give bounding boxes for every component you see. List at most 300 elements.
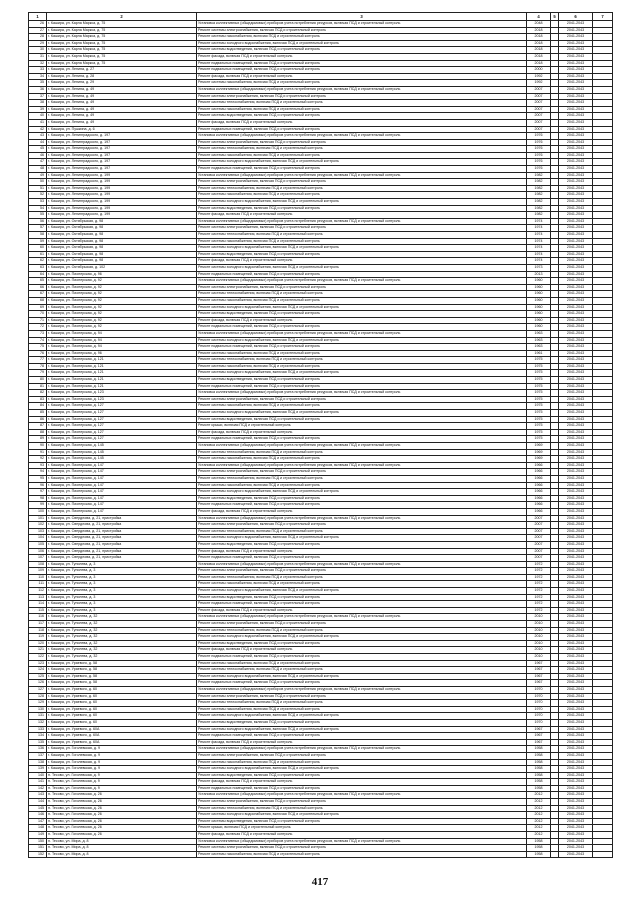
row-col-5 — [551, 139, 559, 146]
row-planned-period: 2041-2043 — [559, 291, 593, 298]
row-year-built: 1958 — [527, 851, 551, 858]
table-row — [29, 423, 613, 430]
row-col-7 — [593, 601, 613, 608]
table-row — [29, 166, 613, 173]
table-row — [29, 654, 613, 661]
row-col-7 — [593, 126, 613, 133]
table-row — [29, 21, 613, 28]
row-address: г. Кашира, ул. Пионерская, д. 123 — [47, 390, 197, 397]
row-address: г. Кашира, ул. Свердлова, д. 21, пристройка — [47, 535, 197, 542]
row-col-7 — [593, 825, 613, 832]
row-col-5 — [551, 482, 559, 489]
row-col-5 — [551, 166, 559, 173]
row-work-type: Ремонт системы холодного водоснабжения, включая ПСД и строительный контроль — [197, 713, 527, 720]
row-work-type: Ремонт системы теплоснабжения, включая ПСД и строительный контроль — [197, 475, 527, 482]
row-planned-period: 2041-2043 — [559, 284, 593, 291]
table-row — [29, 601, 613, 608]
row-planned-period: 2041-2043 — [559, 416, 593, 423]
row-work-type: Ремонт системы водоотведения, включая ПСД и строительный контроль — [197, 719, 527, 726]
row-planned-period: 2041-2043 — [559, 34, 593, 41]
row-work-type: Ремонт подвальных помещений, включая ПСД и строительный контроль — [197, 324, 527, 331]
row-work-type: Ремонт системы водоотведения, включая ПСД и строительный контроль — [197, 251, 527, 258]
row-year-built: 1967 — [527, 680, 551, 687]
table-row — [29, 383, 613, 390]
row-address: г. Кашира, ул. Ленинградского, д. 197 — [47, 133, 197, 140]
row-work-type: Ремонт системы газоснабжения, включая ПСД и строительный контроль — [197, 80, 527, 87]
row-col-5 — [551, 60, 559, 67]
table-row — [29, 317, 613, 324]
row-number: 59 — [29, 238, 47, 245]
row-planned-period: 2041-2043 — [559, 522, 593, 529]
row-work-type: Ремонт системы холодного водоснабжения, включая ПСД и строительный контроль — [197, 489, 527, 496]
row-year-built: 2007 — [527, 86, 551, 93]
row-planned-period: 2041-2043 — [559, 166, 593, 173]
row-address: г. Кашира, ул. Туполева, д. 3 — [47, 607, 197, 614]
row-number: 112 — [29, 588, 47, 595]
row-address: г. Кашира, ул. Ураевого, д. 58 — [47, 680, 197, 687]
row-work-type: Ремонт подвальных помещений, включая ПСД и строительный контроль — [197, 601, 527, 608]
row-planned-period: 2041-2043 — [559, 271, 593, 278]
row-work-type: Ремонт системы газоснабжения, включая ПСД и строительный контроль — [197, 482, 527, 489]
row-col-7 — [593, 357, 613, 364]
row-col-7 — [593, 291, 613, 298]
row-col-5 — [551, 93, 559, 100]
row-year-built: 1972 — [527, 568, 551, 575]
row-year-built: 2007 — [527, 119, 551, 126]
row-planned-period: 2041-2043 — [559, 574, 593, 581]
row-year-built: 1976 — [527, 133, 551, 140]
row-address: г. Кашира, ул. Пионерская, д. 94 — [47, 330, 197, 337]
table-row — [29, 805, 613, 812]
row-year-built: 1966 — [527, 482, 551, 489]
row-year-built: 1975 — [527, 416, 551, 423]
row-number: 41 — [29, 119, 47, 126]
row-work-type: Ремонт системы газоснабжения, включая ПСД и строительный контроль — [197, 106, 527, 113]
table-row — [29, 845, 613, 852]
table-row — [29, 443, 613, 450]
row-planned-period: 2041-2043 — [559, 561, 593, 568]
table-row — [29, 489, 613, 496]
row-address: г. Кашира, ул. Ураевого, д. 60 — [47, 700, 197, 707]
row-col-7 — [593, 205, 613, 212]
row-planned-period: 2041-2043 — [559, 337, 593, 344]
row-col-5 — [551, 779, 559, 786]
row-work-type: Ремонт системы электроснабжения, включая ПСД и строительный контроль — [197, 568, 527, 575]
row-address: п. Тесово, ул. Мира, д. 8 — [47, 838, 197, 845]
row-number: 75 — [29, 344, 47, 351]
row-year-built: 1974 — [527, 232, 551, 239]
row-work-type: Установка коллективных (общедомовых) приборов учета потребления ресурсов, включая ПСД и строительный контроль — [197, 614, 527, 621]
row-col-5 — [551, 739, 559, 746]
row-planned-period: 2041-2043 — [559, 377, 593, 384]
row-number: 90 — [29, 443, 47, 450]
row-work-type: Ремонт подвальных помещений, включая ПСД и строительный контроль — [197, 344, 527, 351]
row-number: 55 — [29, 212, 47, 219]
row-address: г. Кашира, ул. Ленинградского, д. 197 — [47, 152, 197, 159]
row-col-7 — [593, 667, 613, 674]
table-row — [29, 686, 613, 693]
row-planned-period: 2041-2043 — [559, 449, 593, 456]
row-work-type: Ремонт системы теплоснабжения, включая ПСД и строительный контроль — [197, 528, 527, 535]
table-row — [29, 581, 613, 588]
row-col-7 — [593, 40, 613, 47]
row-col-5 — [551, 812, 559, 819]
row-number: 148 — [29, 825, 47, 832]
row-work-type: Ремонт подвальных помещений, включая ПСД и строительный контроль — [197, 126, 527, 133]
row-planned-period: 2041-2043 — [559, 185, 593, 192]
row-work-type: Ремонт фасада, включая ПСД и строительный контроль — [197, 779, 527, 786]
row-address: г. Кашира, ул. Пионерская, д. 92 — [47, 311, 197, 318]
row-col-5 — [551, 706, 559, 713]
row-year-built: 2007 — [527, 93, 551, 100]
row-work-type: Установка коллективных (общедомовых) приборов учета потребления ресурсов, включая ПСД и строительный контроль — [197, 686, 527, 693]
row-year-built: 2018 — [527, 27, 551, 34]
row-work-type: Ремонт системы электроснабжения, включая ПСД и строительный контроль — [197, 179, 527, 186]
row-planned-period: 2041-2043 — [559, 390, 593, 397]
row-work-type: Установка коллективных (общедомовых) приборов учета потребления ресурсов, включая ПСД и строительный контроль — [197, 390, 527, 397]
row-address: п. Тесово, ул. Гоголевская, д. 26 — [47, 818, 197, 825]
table-row — [29, 152, 613, 159]
row-work-type: Ремонт системы газоснабжения, включая ПСД и строительный контроль — [197, 660, 527, 667]
header-col-4: 4 — [527, 13, 551, 21]
row-number: 52 — [29, 192, 47, 199]
table-row — [29, 508, 613, 515]
row-col-7 — [593, 686, 613, 693]
row-number: 70 — [29, 311, 47, 318]
row-number: 113 — [29, 594, 47, 601]
row-planned-period: 2041-2043 — [559, 528, 593, 535]
table-row — [29, 739, 613, 746]
row-col-5 — [551, 119, 559, 126]
row-address: г. Кашира, ул. Туполева, д. 32 — [47, 614, 197, 621]
row-col-7 — [593, 568, 613, 575]
row-number: 119 — [29, 634, 47, 641]
row-col-5 — [551, 218, 559, 225]
row-address: г. Кашира, ул. Карла Маркса, д. 75 — [47, 53, 197, 60]
row-col-5 — [551, 238, 559, 245]
row-address: г. Кашира, ул. Туполева, д. 32 — [47, 654, 197, 661]
row-address: г. Кашира, ул. Ураевого, д. 58 — [47, 673, 197, 680]
row-planned-period: 2041-2043 — [559, 383, 593, 390]
row-year-built: 1974 — [527, 251, 551, 258]
row-planned-period: 2041-2043 — [559, 818, 593, 825]
row-address: г. Кашира, ул. Пионерская, д. 147 — [47, 469, 197, 476]
row-year-built: 2010 — [527, 634, 551, 641]
row-year-built: 2012 — [527, 799, 551, 806]
row-number: 50 — [29, 179, 47, 186]
row-planned-period: 2041-2043 — [559, 601, 593, 608]
row-col-5 — [551, 621, 559, 628]
row-number: 133 — [29, 726, 47, 733]
row-work-type: Ремонт системы теплоснабжения, включая ПСД и строительный контроль — [197, 574, 527, 581]
row-work-type: Ремонт системы газоснабжения, включая ПСД и строительный контроль — [197, 403, 527, 410]
row-planned-period: 2041-2043 — [559, 660, 593, 667]
row-number: 27 — [29, 27, 47, 34]
row-work-type: Ремонт подвальных помещений, включая ПСД и строительный контроль — [197, 654, 527, 661]
table-row — [29, 588, 613, 595]
row-planned-period: 2041-2043 — [559, 86, 593, 93]
row-work-type: Установка коллективных (общедомовых) приборов учета потребления ресурсов, включая ПСД и строительный контроль — [197, 218, 527, 225]
row-col-5 — [551, 126, 559, 133]
row-number: 98 — [29, 495, 47, 502]
row-planned-period: 2041-2043 — [559, 73, 593, 80]
table-row — [29, 535, 613, 542]
row-address: п. Тесово, ул. Гоголевская, д. 26 — [47, 812, 197, 819]
row-number: 138 — [29, 759, 47, 766]
row-year-built: 1969 — [527, 456, 551, 463]
row-col-5 — [551, 746, 559, 753]
row-planned-period: 2041-2043 — [559, 752, 593, 759]
row-col-7 — [593, 462, 613, 469]
row-planned-period: 2041-2043 — [559, 845, 593, 852]
row-number: 89 — [29, 436, 47, 443]
row-col-5 — [551, 601, 559, 608]
row-work-type: Ремонт системы водоотведения, включая ПСД и строительный контроль — [197, 311, 527, 318]
row-planned-period: 2041-2043 — [559, 799, 593, 806]
row-address: п. Тесово, ул. Гоголевская, д. 9 — [47, 779, 197, 786]
row-planned-period: 2041-2043 — [559, 700, 593, 707]
row-planned-period: 2041-2043 — [559, 825, 593, 832]
row-planned-period: 2041-2043 — [559, 594, 593, 601]
row-address: г. Кашира, ул. Пионерская, д. 121 — [47, 377, 197, 384]
table-row — [29, 159, 613, 166]
row-col-5 — [551, 185, 559, 192]
row-col-7 — [593, 574, 613, 581]
row-work-type: Ремонт системы холодного водоснабжения, включая ПСД и строительный контроль — [197, 410, 527, 417]
row-year-built: 1974 — [527, 245, 551, 252]
row-address: г. Кашира, ул. Ленина, д. 49 — [47, 86, 197, 93]
header-col-7: 7 — [593, 13, 613, 21]
row-address: г. Кашира, ул. Ленина, д. 29 — [47, 80, 197, 87]
row-address: г. Кашира, ул. Свердлова, д. 21, пристройка — [47, 541, 197, 548]
row-planned-period: 2041-2043 — [559, 146, 593, 153]
row-work-type: Ремонт фасада, включая ПСД и строительный контроль — [197, 429, 527, 436]
row-year-built: 1973 — [527, 264, 551, 271]
row-work-type: Ремонт системы электроснабжения, включая ПСД и строительный контроль — [197, 139, 527, 146]
table-row — [29, 212, 613, 219]
table-row — [29, 324, 613, 331]
row-col-5 — [551, 792, 559, 799]
table-row — [29, 93, 613, 100]
row-work-type: Ремонт системы электроснабжения, включая ПСД и строительный контроль — [197, 799, 527, 806]
row-year-built: 1958 — [527, 845, 551, 852]
row-planned-period: 2041-2043 — [559, 647, 593, 654]
row-work-type: Ремонт системы холодного водоснабжения, включая ПСД и строительный контроль — [197, 812, 527, 819]
row-address: г. Кашира, ул. Свердлова, д. 21, пристройка — [47, 528, 197, 535]
row-col-7 — [593, 403, 613, 410]
row-address: п. Тесово, ул. Гоголевская, д. 9 — [47, 785, 197, 792]
row-number: 40 — [29, 113, 47, 120]
row-number: 60 — [29, 245, 47, 252]
row-col-7 — [593, 119, 613, 126]
row-col-5 — [551, 192, 559, 199]
row-address: г. Кашира, ул. Пионерская, д. 92 — [47, 291, 197, 298]
row-planned-period: 2041-2043 — [559, 581, 593, 588]
row-col-7 — [593, 133, 613, 140]
row-address: г. Кашира, ул. Гоголевская, д. 9 — [47, 766, 197, 773]
row-year-built: 1970 — [527, 700, 551, 707]
table-row — [29, 106, 613, 113]
row-planned-period: 2041-2043 — [559, 634, 593, 641]
row-planned-period: 2041-2043 — [559, 344, 593, 351]
row-col-5 — [551, 693, 559, 700]
row-col-7 — [593, 726, 613, 733]
row-col-5 — [551, 317, 559, 324]
row-col-7 — [593, 245, 613, 252]
row-address: г. Кашира, ул. Гоголевская, д. 9 — [47, 759, 197, 766]
row-work-type: Ремонт системы газоснабжения, включая ПСД и строительный контроль — [197, 238, 527, 245]
row-col-5 — [551, 100, 559, 107]
row-year-built: 2018 — [527, 47, 551, 54]
row-year-built: 1967 — [527, 733, 551, 740]
row-col-5 — [551, 330, 559, 337]
row-number: 131 — [29, 713, 47, 720]
row-number: 66 — [29, 284, 47, 291]
row-year-built: 1958 — [527, 838, 551, 845]
row-address: г. Кашира, ул. Ураевого, д. 60 — [47, 686, 197, 693]
row-number: 80 — [29, 377, 47, 384]
row-number: 141 — [29, 779, 47, 786]
table-row — [29, 225, 613, 232]
row-planned-period: 2041-2043 — [559, 93, 593, 100]
header-col-2: 2 — [47, 13, 197, 21]
row-address: г. Кашира, ул. Ленинградского, д. 199 — [47, 212, 197, 219]
row-planned-period: 2041-2043 — [559, 113, 593, 120]
row-year-built: 2010 — [527, 627, 551, 634]
row-number: 137 — [29, 752, 47, 759]
row-col-7 — [593, 344, 613, 351]
row-work-type: Ремонт фасада, включая ПСД и строительный контроль — [197, 832, 527, 839]
header-col-6: 6 — [559, 13, 593, 21]
row-number: 116 — [29, 614, 47, 621]
row-year-built: 2010 — [527, 654, 551, 661]
row-year-built: 2007 — [527, 100, 551, 107]
row-year-built: 1972 — [527, 581, 551, 588]
row-col-5 — [551, 673, 559, 680]
row-work-type: Установка коллективных (общедомовых) приборов учета потребления ресурсов, включая ПСД и строительный контроль — [197, 443, 527, 450]
table-row — [29, 475, 613, 482]
row-work-type: Ремонт системы электроснабжения, включая ПСД и строительный контроль — [197, 284, 527, 291]
row-col-5 — [551, 199, 559, 206]
row-year-built: 1970 — [527, 693, 551, 700]
row-col-7 — [593, 330, 613, 337]
row-col-5 — [551, 172, 559, 179]
row-year-built: 2012 — [527, 792, 551, 799]
row-number: 43 — [29, 133, 47, 140]
row-address: г. Кашира, ул. Свердлова, д. 21, пристройка — [47, 522, 197, 529]
row-number: 42 — [29, 126, 47, 133]
table-row — [29, 528, 613, 535]
row-address: г. Кашира, ул. Пионерская, д. 121 — [47, 370, 197, 377]
row-planned-period: 2041-2043 — [559, 324, 593, 331]
row-number: 123 — [29, 660, 47, 667]
row-number: 114 — [29, 601, 47, 608]
row-year-built: 1992 — [527, 73, 551, 80]
row-col-5 — [551, 475, 559, 482]
row-planned-period: 2041-2043 — [559, 482, 593, 489]
row-number: 136 — [29, 746, 47, 753]
table-row — [29, 713, 613, 720]
row-year-built: 1961 — [527, 350, 551, 357]
row-col-5 — [551, 324, 559, 331]
row-col-5 — [551, 805, 559, 812]
row-planned-period: 2041-2043 — [559, 469, 593, 476]
table-row — [29, 297, 613, 304]
row-number: 44 — [29, 139, 47, 146]
row-col-7 — [593, 34, 613, 41]
row-address: г. Кашира, ул. Пионерская, д. 145 — [47, 443, 197, 450]
table-row — [29, 462, 613, 469]
table-row — [29, 568, 613, 575]
row-col-7 — [593, 541, 613, 548]
row-number: 76 — [29, 350, 47, 357]
row-col-5 — [551, 660, 559, 667]
row-year-built: 1982 — [527, 185, 551, 192]
row-number: 105 — [29, 541, 47, 548]
row-work-type: Ремонт подвальных помещений, включая ПСД и строительный контроль — [197, 60, 527, 67]
table-row — [29, 502, 613, 509]
row-work-type: Ремонт системы холодного водоснабжения, включая ПСД и строительный контроль — [197, 588, 527, 595]
row-col-5 — [551, 264, 559, 271]
row-work-type: Ремонт системы холодного водоснабжения, включая ПСД и строительный контроль — [197, 535, 527, 542]
row-col-7 — [593, 812, 613, 819]
table-row — [29, 199, 613, 206]
table-row — [29, 370, 613, 377]
row-col-5 — [551, 766, 559, 773]
row-col-5 — [551, 232, 559, 239]
row-col-5 — [551, 561, 559, 568]
row-year-built: 1967 — [527, 673, 551, 680]
row-number: 99 — [29, 502, 47, 509]
table-row — [29, 304, 613, 311]
row-col-7 — [593, 482, 613, 489]
row-col-7 — [593, 225, 613, 232]
row-col-5 — [551, 212, 559, 219]
row-work-type: Ремонт системы холодного водоснабжения, включая ПСД и строительный контроль — [197, 199, 527, 206]
row-address: г. Кашира, ул. Пионерская, д. 121 — [47, 363, 197, 370]
row-year-built: 2010 — [527, 614, 551, 621]
row-col-5 — [551, 40, 559, 47]
row-work-type: Ремонт подвальных помещений, включая ПСД и строительный контроль — [197, 166, 527, 173]
row-work-type: Установка коллективных (общедомовых) приборов учета потребления ресурсов, включая ПСД и строительный контроль — [197, 330, 527, 337]
row-address: г. Кашира, ул. Ленинградского, д. 199 — [47, 192, 197, 199]
row-address: п. Тесово, ул. Гоголевская, д. 9 — [47, 772, 197, 779]
row-address: г. Кашира, ул. Октябрьская, д. 98 — [47, 245, 197, 252]
row-year-built: 1958 — [527, 752, 551, 759]
row-number: 73 — [29, 330, 47, 337]
row-number: 67 — [29, 291, 47, 298]
row-address: г. Кашира, ул. Пионерская, д. 94 — [47, 344, 197, 351]
table-row — [29, 752, 613, 759]
row-year-built: 1960 — [527, 291, 551, 298]
row-col-7 — [593, 232, 613, 239]
table-row — [29, 838, 613, 845]
row-year-built: 1960 — [527, 304, 551, 311]
row-number: 81 — [29, 383, 47, 390]
row-year-built: 1975 — [527, 377, 551, 384]
row-work-type: Ремонт системы теплоснабжения, включая ПСД и строительный контроль — [197, 232, 527, 239]
row-address: г. Кашира, ул. Карла Маркса, д. 75 — [47, 27, 197, 34]
row-col-7 — [593, 377, 613, 384]
table-row — [29, 264, 613, 271]
row-planned-period: 2041-2043 — [559, 535, 593, 542]
row-year-built: 2007 — [527, 548, 551, 555]
row-col-5 — [551, 469, 559, 476]
table-row — [29, 785, 613, 792]
row-col-7 — [593, 594, 613, 601]
row-work-type: Ремонт системы электроснабжения, включая ПСД и строительный контроль — [197, 845, 527, 852]
row-number: 65 — [29, 278, 47, 285]
